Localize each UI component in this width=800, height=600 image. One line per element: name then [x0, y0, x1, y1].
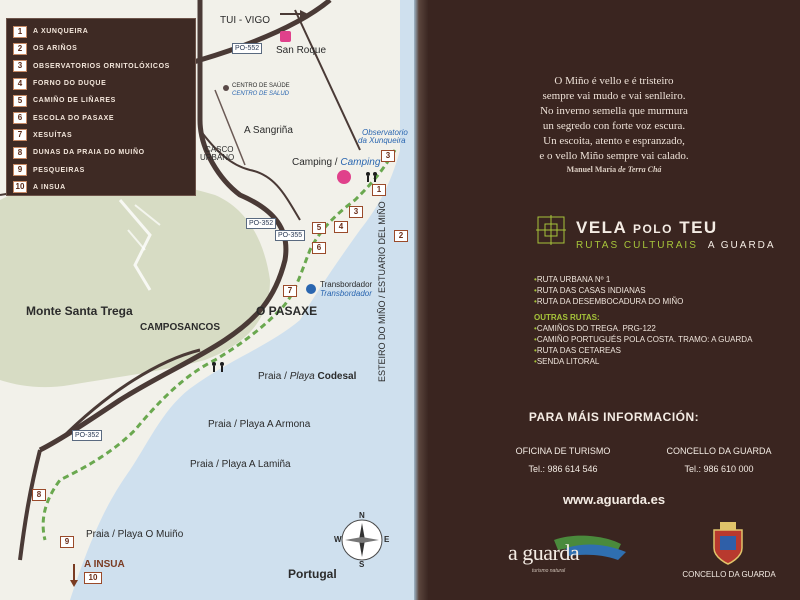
label-o-pasaxe: O PASAXE	[256, 304, 318, 318]
legend-label: PESQUEIRAS	[33, 166, 85, 174]
road-tag-po352-a: PO-352	[246, 218, 276, 229]
label-praia-armona: Praia / Playa A Armona	[208, 419, 311, 430]
compass-rose-icon	[342, 520, 382, 560]
church-pin-icon	[280, 31, 291, 42]
legend-item[interactable]	[13, 58, 191, 75]
label-urbano: URBANO	[200, 153, 235, 162]
brand-subtitle: RUTAS CULTURAIS A GUARDA	[576, 240, 776, 251]
legend-item[interactable]	[13, 127, 191, 144]
stop-8[interactable]: 8	[32, 489, 46, 501]
tourism-office	[498, 446, 628, 474]
compass-s: S	[359, 560, 365, 569]
label-estuary: ESTEIRO DO MIÑO / ESTUARIO DEL MIÑO	[377, 201, 387, 382]
label-camposancos: CAMPOSANCOS	[140, 322, 221, 333]
stop-3[interactable]: 3	[381, 150, 395, 162]
council-office	[654, 446, 784, 474]
stop-10[interactable]: 10	[84, 572, 102, 584]
more-info-heading: PARA MÁIS INFORMACIÓN:	[528, 410, 700, 424]
tourism-office-tel[interactable]: Tel.: 986 614 546	[528, 464, 598, 474]
route-item: • RUTA URBANA Nº 1	[534, 274, 774, 285]
other-routes-title: OUTRAS RUTAS:	[534, 313, 600, 322]
legend-label: CAMIÑO DE LIÑARES	[33, 97, 116, 105]
compass-w: W	[334, 535, 342, 544]
label-observatorio: Observatorio	[362, 128, 408, 137]
legend-label: OBSERVATORIOS ORNITOLÓXICOS	[33, 62, 170, 70]
label-casco: CASCO	[205, 145, 234, 154]
poem	[428, 74, 800, 164]
website-link[interactable]: www.aguarda.es	[562, 492, 666, 507]
route-item: • SENDA LITORAL	[534, 356, 774, 367]
poem-line: No inverno semella que murmura	[540, 105, 688, 117]
poem-line: O Miño é vello e é tristeiro	[554, 75, 674, 87]
label-tui-vigo: TUI - VIGO	[220, 15, 270, 26]
label-san-roque: San Roque	[276, 45, 327, 56]
legend-item[interactable]	[13, 40, 191, 57]
legend-item[interactable]	[13, 23, 191, 40]
poem-line: e o vello Miño sempre vai calado.	[539, 150, 689, 162]
council-office-name: CONCELLO DA GUARDA	[666, 446, 772, 456]
label-a-insua: A INSUA	[84, 559, 125, 570]
label-camping: Camping / Camping	[292, 157, 381, 168]
label-a-sangrina: A Sangriña	[244, 125, 293, 136]
legend-label: FORNO DO DUQUE	[33, 80, 107, 88]
main-routes	[534, 274, 774, 307]
label-centro-salud: CENTRO DE SALUD	[232, 91, 290, 97]
legend-item[interactable]	[13, 144, 191, 161]
legend-number: 2	[13, 43, 27, 55]
brand-title: VELA POLO TEU	[576, 218, 718, 237]
legend-number: 7	[13, 129, 27, 141]
legend-item[interactable]	[13, 161, 191, 178]
camping-pin-icon	[337, 170, 351, 184]
label-transbordador-es: Transbordador	[320, 289, 372, 298]
route-item: • RUTA DAS CASAS INDIANAS	[534, 285, 774, 296]
label-monte-santa-trega: Monte Santa Trega	[26, 304, 133, 318]
poem-line: Un escoita, atento e espranzado,	[543, 135, 685, 147]
legend-number: 4	[13, 78, 27, 90]
coat-of-arms-icon	[710, 522, 746, 566]
stop-1[interactable]: 1	[372, 184, 386, 196]
legend-label: A INSUA	[33, 183, 66, 191]
concello-label: CONCELLO DA GUARDA	[682, 570, 776, 579]
stop-6[interactable]: 6	[312, 242, 326, 254]
legend-item[interactable]	[13, 109, 191, 126]
stop-9[interactable]: 9	[60, 536, 74, 548]
legend-label: ESCOLA DO PASAXE	[33, 114, 115, 122]
label-praia-codesal: Praia / Playa Codesal	[258, 371, 357, 382]
compass-e: E	[384, 535, 390, 544]
label-observatorio-2: da Xunqueira	[358, 136, 406, 145]
legend-label: OS ARIÑOS	[33, 45, 78, 53]
council-office-tel[interactable]: Tel.: 986 610 000	[684, 464, 754, 474]
legend-item[interactable]	[13, 92, 191, 109]
route-item: • RUTA DA DESEMBOCADURA DO MIÑO	[534, 296, 774, 307]
road-tag-po355: PO-355	[275, 230, 305, 241]
stop-3b[interactable]: 3	[349, 206, 363, 218]
road-tag-po552: PO-552	[232, 43, 262, 54]
legend-label: A XUNQUEIRA	[33, 28, 89, 36]
label-praia-muino: Praia / Playa O Muiño	[86, 529, 184, 540]
road-tag-po352-b: PO-352	[72, 430, 102, 441]
routes-list	[534, 274, 774, 367]
label-praia-lamina: Praia / Playa A Lamiña	[190, 459, 291, 470]
page-fold	[414, 0, 428, 600]
map-legend	[6, 18, 196, 196]
poem-line: sempre vai mudo e vai senlleiro.	[542, 90, 686, 102]
route-item: • RUTA DAS CETAREAS	[534, 345, 774, 356]
label-centro-saude: CENTRO DE SAÚDE	[232, 83, 290, 89]
legend-item[interactable]	[13, 179, 191, 196]
legend-label: XESUÍTAS	[33, 131, 73, 139]
ferry-pin-icon	[306, 284, 316, 294]
label-portugal: Portugal	[288, 567, 337, 581]
legend-number: 1	[13, 26, 27, 38]
legend-number: 9	[13, 164, 27, 176]
route-item: • CAMIÑOS DO TREGA. PRG-122	[534, 323, 774, 334]
stop-2[interactable]: 2	[394, 230, 408, 242]
legend-number: 5	[13, 95, 27, 107]
poem-line: un segredo con forte voz escura.	[542, 120, 686, 132]
legend-number: 10	[13, 181, 27, 193]
vela-logo-icon	[536, 215, 566, 245]
tourism-office-name: OFICINA DE TURISMO	[515, 446, 611, 456]
aguarda-wordmark: a guarda	[508, 540, 580, 565]
legend-number: 8	[13, 147, 27, 159]
compass-n: N	[359, 511, 365, 520]
stop-5[interactable]: 5	[312, 222, 326, 234]
label-transbordador: Transbordador	[320, 280, 373, 289]
info-panel	[428, 0, 800, 600]
legend-item[interactable]	[13, 75, 191, 92]
legend-label: DUNAS DA PRAIA DO MUIÑO	[33, 149, 145, 157]
legend-number: 3	[13, 60, 27, 72]
stop-7[interactable]: 7	[283, 285, 297, 297]
aguarda-tagline: turismo natural	[532, 568, 566, 574]
health-pin-icon	[223, 85, 229, 91]
route-item: • CAMIÑO PORTUGUÉS POLA COSTA. TRAMO: A GUARDA	[534, 334, 774, 345]
stop-4[interactable]: 4	[334, 221, 348, 233]
legend-number: 6	[13, 112, 27, 124]
poem-author: Manuel María de Terra Chá	[566, 165, 662, 174]
other-routes	[534, 323, 774, 367]
